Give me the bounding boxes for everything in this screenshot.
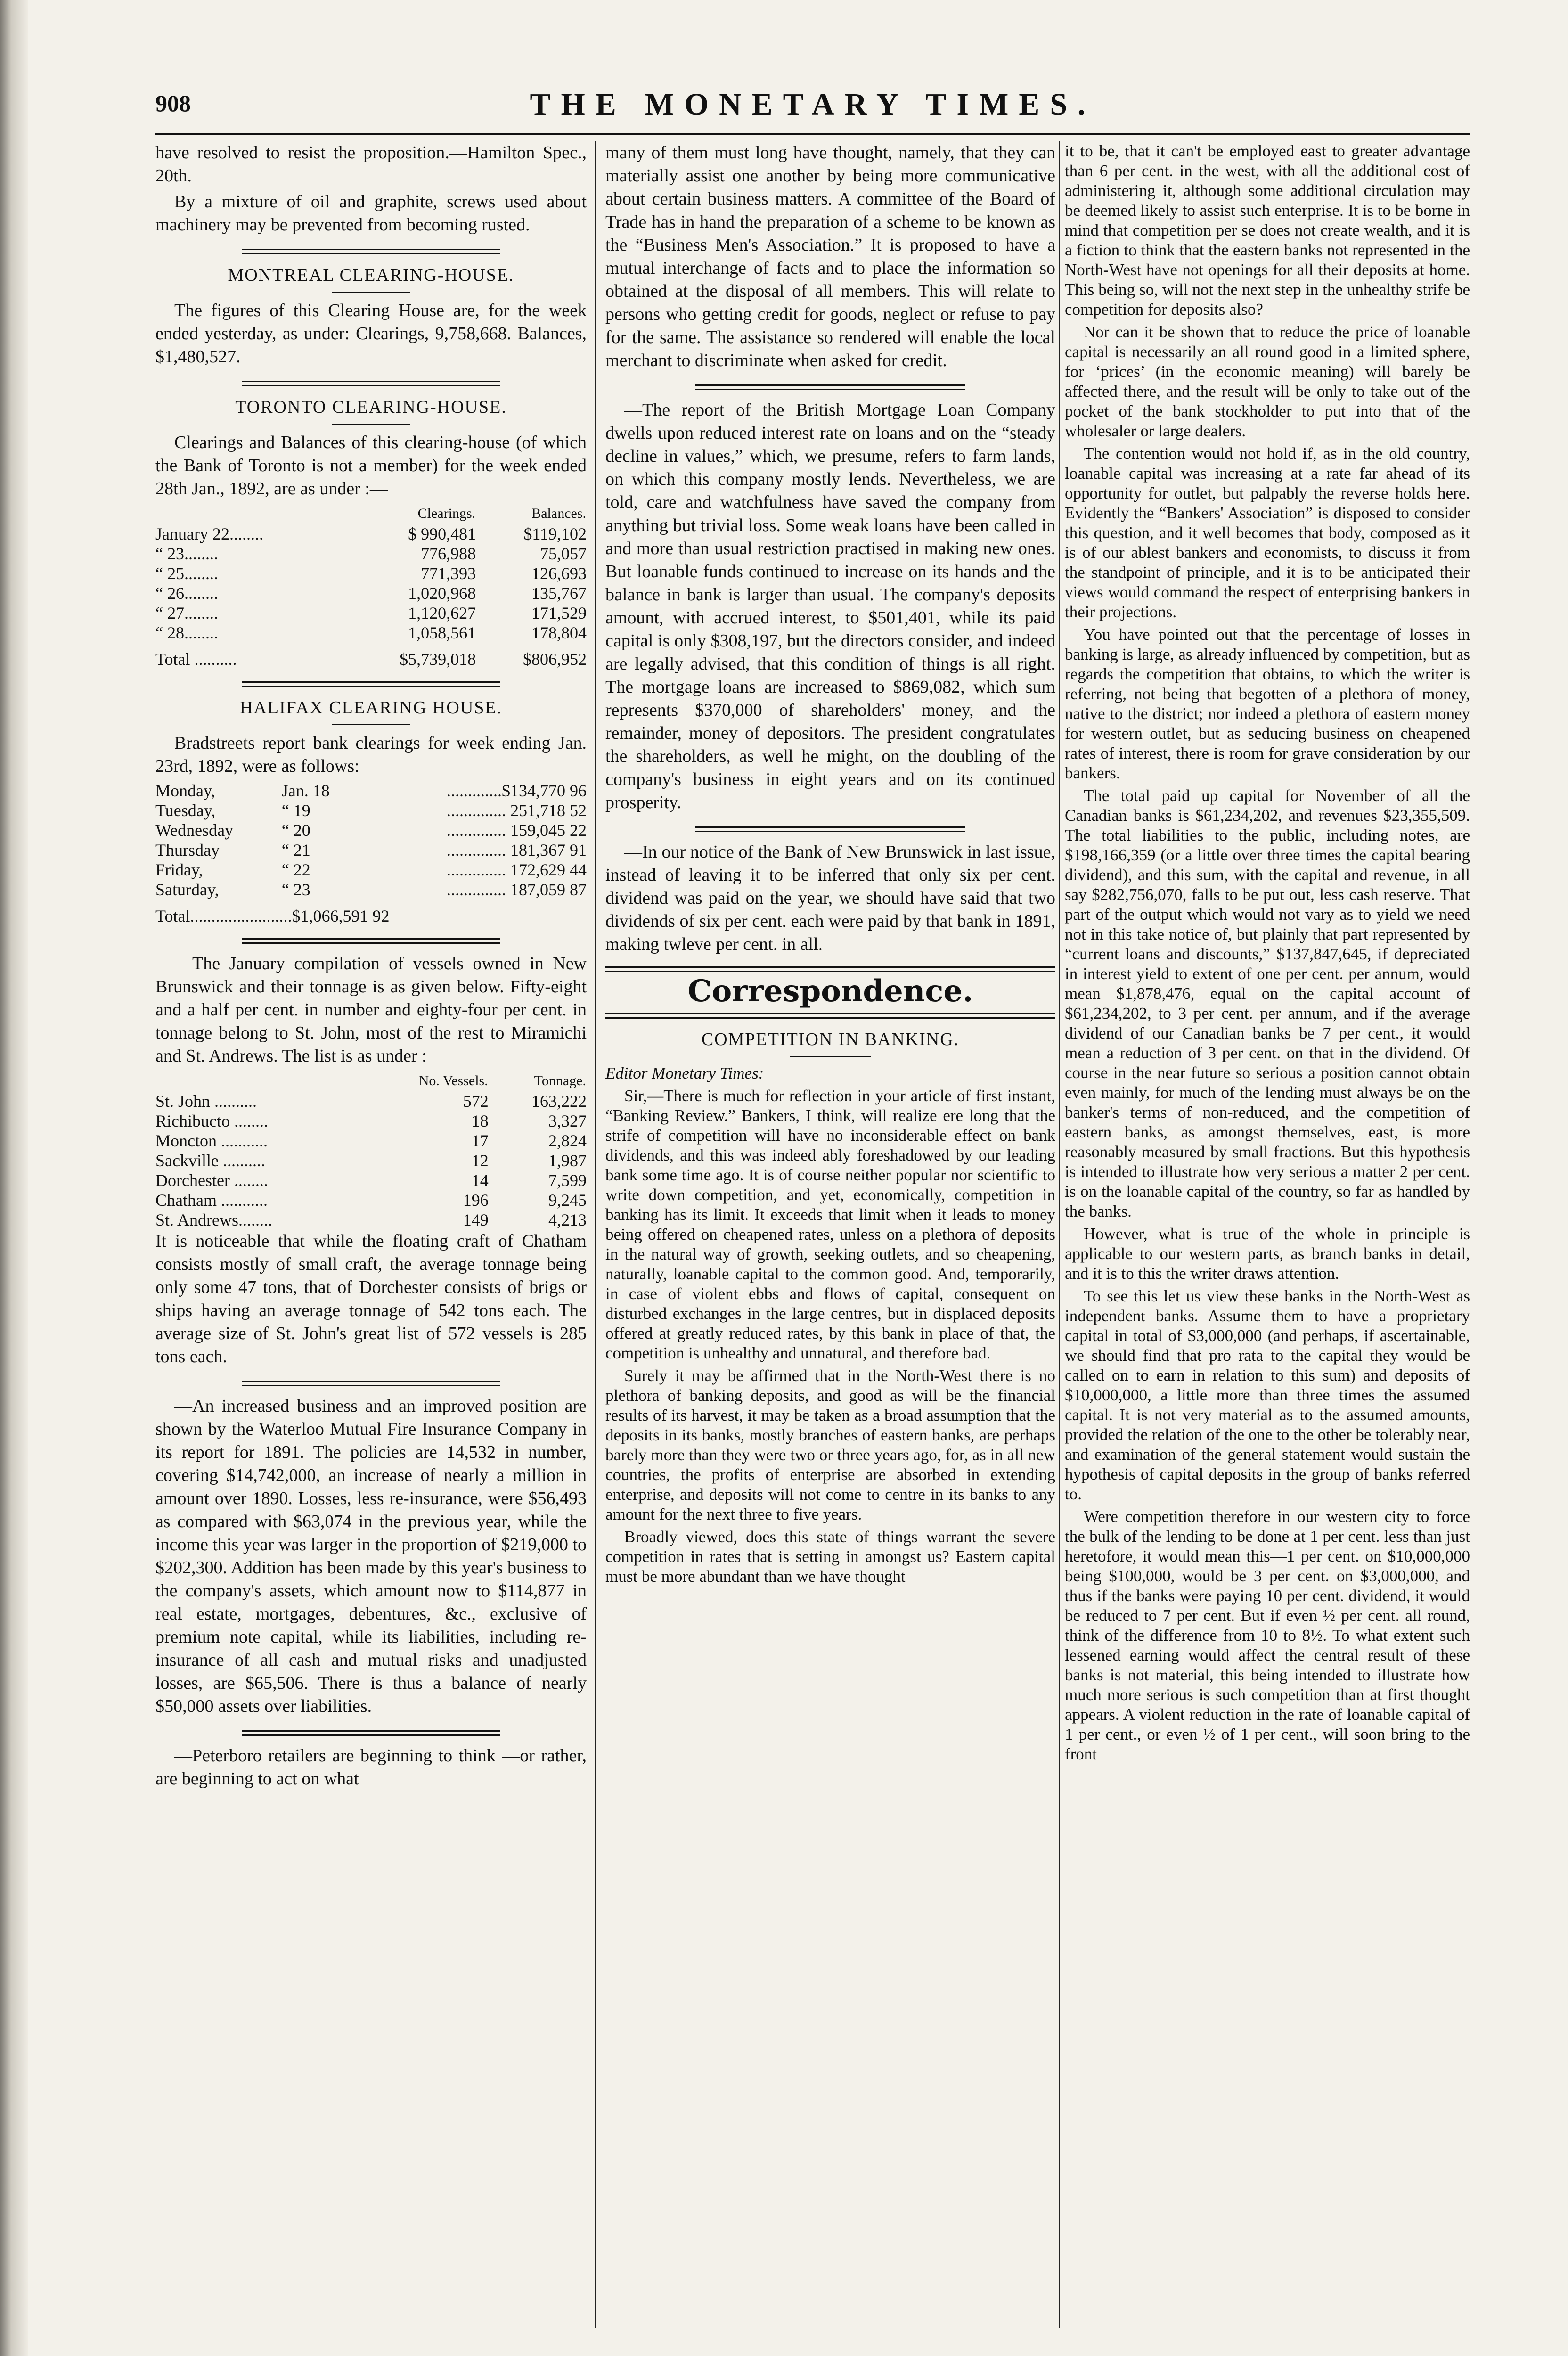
table-row: “ 27........ 1,120,627 171,529 <box>155 604 587 622</box>
paragraph: have resolved to resist the proposition.—Hamilton Spec., 20th. <box>155 143 587 186</box>
section-rule <box>242 1730 500 1736</box>
paragraph: Sir,—There is much for reflection in your article of first instant, “Banking Review.” Bankers, I think, will realize ere long that the strife of competition will have no inconsiderable effect on bank dividends, and this was indeed ably foreshadowed by our leading bank some time ago. It is of course neither popular nor scientific to write down competition, and yet, economically, competition in banking has its limit. It exceeds that limit when it leads to money being offered on cheapened rates, unless on a plethora of deposits in the natural way of growth, seeking outlets, and so cheapening, naturally, loanable capital to the common good. And, temporarily, in case of violent ebbs and flows of capital, consequent on disturbed exchanges in the large centres, but in displaced deposits offered at greatly reduced rates, by this bank in place of that, the competition is unhealthy and unnatural, and therefore bad. <box>605 1087 1055 1362</box>
editor-salutation: Editor Monetary Times: <box>605 1064 764 1082</box>
table-row: Monday, Jan. 18 .............$134,770 96 <box>155 781 587 800</box>
column-1 <box>155 141 587 2328</box>
short-rule <box>332 724 410 725</box>
paragraph: By a mixture of oil and graphite, screws used about machinery may be prevented from becoming rusted. <box>155 192 587 235</box>
table-row: St. Andrews........ 149 4,213 <box>155 1211 587 1229</box>
montreal-heading: MONTREAL CLEARING-HOUSE. <box>228 265 514 285</box>
short-rule <box>790 1056 871 1057</box>
table-row: Dorchester ........ 14 7,599 <box>155 1171 587 1190</box>
section-rule <box>242 249 500 254</box>
table-row: Tuesday, “ 19 .............. 251,718 52 <box>155 801 587 820</box>
paragraph: —An increased business and an improved position are shown by the Waterloo Mutual Fire Insurance Company in its report for 1891. The policies are 14,532 in number, covering $14,742,000, an increase of nearly a million in amount over 1890. Losses, less re-insurance, were $56,493 as compared with $63,074 in the previous year, while the income this year was larger in the proportion of $219,000 to $202,300. Addition has been made by this year's business to the company's assets, which amount now to $114,877 in real estate, mortgages, debentures, &c., exclusive of premium note capital, while its liabilities, including re-insurance of all cash and mutual risks and unadjusted losses, are $65,506. There is thus a balance of nearly $50,000 assets over liabilities. <box>155 1396 587 1716</box>
paragraph: Bradstreets report bank clearings for week ending Jan. 23rd, 1892, were as follows: <box>155 733 587 776</box>
paragraph: —In our notice of the Bank of New Brunswick in last issue, instead of leaving it to be inferred that only six per cent. dividend was paid on the year, we should have said that two dividends of six per cent. each were paid by that bank in 1891, making twleve per cent. in all. <box>605 842 1055 954</box>
paragraph: The figures of this Clearing House are, for the week ended yesterday, as under: Clearings, 9,758,668. Balances, $1,480,527. <box>155 301 587 367</box>
table-row: “ 26........ 1,020,968 135,767 <box>155 584 587 603</box>
table-row: Moncton ........... 17 2,824 <box>155 1131 587 1150</box>
correspondence-heading: Correspondence. <box>687 973 973 1009</box>
vessels-table <box>155 1071 587 1230</box>
paragraph: The total paid up capital for November of all the Canadian banks is $61,234,202, and revenues $23,355,509. The total liabilities to the public, including notes, are $198,166,359 (or a little over three times the capital bearing dividend), and this sum, with the capital and revenue, in all say $282,756,070, falls to be put out, less cash reserve. That part of the output which would not vary as to yield we need not in this take notice of, but plainly that part represented by “current loans and discounts,” $137,847,645, if depreciated in interest yield to extent of one per cent. per annum, would mean $1,878,476, equal on the capital account of $61,234,202, to 3 per cent. per annum, and if the average dividend of our Canadian banks be 7 per cent., it would mean a reduction of 3 per cent. on that in the dividend. Of course in the near future so serious a position cannot obtain even mainly, for much of the lending must always be on the banker's terms of non-reduced, and the competition of eastern banks, as amongst themselves, east, is more reasonably measured by small fractions. But this hypothesis is intended to illustrate how very serious a matter 2 per cent. is on the loanable capital of the country, so far as handled by the banks. <box>1065 786 1470 1220</box>
short-rule <box>332 292 410 293</box>
column-divider-2 <box>1059 141 1060 2328</box>
short-rule <box>332 424 410 425</box>
paragraph: Nor can it be shown that to reduce the price of loanable capital is necessarily an all round good in a limited sphere, for ‘prices’ (in the economic meaning) will barely be affected there, and the result will be only to take out of the pocket of the bank stockholder to put into that of the wholesaler or large dealers. <box>1065 323 1470 440</box>
column-2 <box>605 141 1055 2328</box>
section-rule <box>695 384 965 390</box>
toronto-clearings-table <box>155 503 587 669</box>
paragraph: It is noticeable that while the floating craft of Chatham consists mostly of small craft, the average tonnage being only some 47 tons, that of Dorchester consists of brigs or ships having an average tonnage of 542 tons each. The average size of St. John's great list of 572 vessels is 285 tons each. <box>155 1231 587 1366</box>
table-row: Saturday, “ 23 .............. 187,059 87 <box>155 880 587 899</box>
paragraph: Were competition therefore in our western city to force the bulk of the lending to be done at 1 per cent. less than just heretofore, it would mean this—1 per cent. on $10,000,000 being $100,000, would be 3 per cent. on $3,000,000, and thus if the banks were paying 10 per cent. dividend, it would be reduced to 7 per cent. But if even ½ per cent. all round, think of the difference from 10 to 8½. To what extent such lessened earning would affect the central result of these banks is not material, this being intended to illustrate how much more serious is such competition than at first thought appears. A violent reduction in the rate of loanable capital of 1 per cent., or even ½ of 1 per cent., will soon bring to the front <box>1065 1507 1470 1763</box>
table-row: Friday, “ 22 .............. 172,629 44 <box>155 860 587 879</box>
column-divider-1 <box>595 141 596 2328</box>
table-row: Richibucto ........ 18 3,327 <box>155 1112 587 1130</box>
paragraph: —The January compilation of vessels owned in New Brunswick and their tonnage is as given below. Fifty-eight and a half per cent. in number and eighty-four per cent. in tonnage belong to St. John, most of the rest to Miramichi and St. Andrews. The list is as under : <box>155 954 587 1066</box>
page-binding-shadow <box>0 0 28 2356</box>
newspaper-title: THE MONETARY TIMES. <box>530 87 1096 122</box>
halifax-clearings-table <box>155 781 587 926</box>
table-row: January 22........ $ 990,481 $119,102 <box>155 524 587 543</box>
column-3 <box>1065 141 1470 2328</box>
header-rule <box>155 133 1470 135</box>
toronto-heading: TORONTO CLEARING-HOUSE. <box>235 397 507 417</box>
table-header: No. Vessels. <box>418 1073 488 1088</box>
paragraph: However, what is true of the whole in principle is applicable to our western parts, as branch banks in detail, and it is to this the writer draws attention. <box>1065 1225 1470 1283</box>
competition-heading: COMPETITION IN BANKING. <box>701 1030 960 1049</box>
paragraph: —Peterboro retailers are beginning to think —or rather, are beginning to act on what <box>155 1746 587 1789</box>
paragraph: The contention would not hold if, as in the old country, loanable capital was increasing at a rate far ahead of its opportunity for outlet, but palpably the reverse holds here. Evidently the “Bankers' Association” is disposed to consider this question, and it well becomes that body, composed as it is of our ablest bankers and economists, to discuss it from the standpoint of principle, and it is to be anticipated their views would command the respect of enterprising bankers in their projections. <box>1065 444 1470 621</box>
table-header: Clearings. <box>417 506 476 521</box>
paragraph: Surely it may be affirmed that in the North-West there is no plethora of banking deposits, and good as will be the financial results of its harvest, it may be taken as a broad assumption that the deposits in its banks, mostly branches of eastern banks, are perhaps barely more than they were two or three years ago, for, as in all new countries, the profits of enterprise are absorbed in extending enterprise, and deposits will not come to centre in its banks to any amount for the next three to five years. <box>605 1366 1055 1523</box>
section-rule <box>695 826 965 832</box>
table-header: Balances. <box>531 506 586 521</box>
table-row: Wednesday “ 20 .............. 159,045 22 <box>155 821 587 840</box>
section-rule <box>605 1013 1055 1019</box>
paragraph: many of them must long have thought, namely, that they can materially assist one another by being more communicative about certain business matters. A committee of the Board of Trade has in hand the preparation of a scheme to be known as the “Business Men's Association.” It is proposed to have a mutual interchange of facts and to place the information so obtained at the disposal of all members. This will relate to persons who getting credit for goods, neglect or refuse to pay for the same. The assistance so rendered will enable the local merchant to discriminate when asked for credit. <box>605 143 1055 370</box>
table-row: Sackville .......... 12 1,987 <box>155 1151 587 1170</box>
table-total-row: Total .......... $5,739,018 $806,952 <box>155 650 587 669</box>
paragraph: You have pointed out that the percentage of losses in banking is large, as already influenced by competition, but as regards the competition that obtains, to which the writer is referring, not being that begotten of a plethora of money, native to the district; nor indeed a plethora of eastern money for western outlet, but as seducing business on cheapened rates of interest, there is room for grave consideration by our bankers. <box>1065 625 1470 782</box>
section-rule <box>242 1381 500 1386</box>
paragraph: —The report of the British Mortgage Loan Company dwells upon reduced interest rate on loans and on the “steady decline in values,” which, we presume, refers to farm lands, on which this company mostly lends. Nevertheless, we are told, care and watchfulness have saved the company from anything but trivial loss. Some weak loans have been called in and more than usual restriction practised in making new ones. But loanable funds continued to increase on its hands and the balance in bank is larger than usual. The company's deposits amount, with accrued interest, to $501,401, while its paid capital is only $308,197, but the directors consider, and indeed are legally advised, that this condition of things is all right. The mortgage loans are increased to $869,082, which sum represents $370,000 of shareholders' money, and the remainder, money of depositors. The president congratulates the shareholders, as well he might, on the doubling of the company's business in eight years and on its continued prosperity. <box>605 400 1055 812</box>
page-header <box>155 87 1470 127</box>
paragraph: it to be, that it can't be employed east to greater advantage than 6 per cent. in the west, with all the additional cost of administering it, although some additional circulation may be deemed likely to assist such enterprise. It is to be borne in mind that competition per se does not create wealth, and it is a fiction to think that the eastern banks not represented in the North-West have not openings for all their deposits at home. This being so, will not the next step in the unhealthy strife be competition for deposits also? <box>1065 142 1470 319</box>
table-row: “ 23........ 776,988 75,057 <box>155 544 587 563</box>
table-row: Chatham ........... 196 9,245 <box>155 1191 587 1210</box>
table-row: St. John .......... 572 163,222 <box>155 1092 587 1111</box>
paragraph: Clearings and Balances of this clearing-house (of which the Bank of Toronto is not a member) for the week ended 28th Jan., 1892, are as under :— <box>155 433 587 499</box>
section-rule <box>242 381 500 386</box>
section-rule <box>605 966 1055 972</box>
halifax-heading: HALIFAX CLEARING HOUSE. <box>239 698 503 718</box>
page-number: 908 <box>155 90 191 116</box>
table-row: Thursday “ 21 .............. 181,367 91 <box>155 841 587 859</box>
paragraph: To see this let us view these banks in the North-West as independent banks. Assume them to have a proprietary capital in total of $3,000,000 (and perhaps, if ascertainable, we should find that pro rata to the capital they would be called on to earn in relation to this sum) and deposits of $10,000,000, a little more than three times the assumed capital. It is not very material as to the assumed amounts, provided the relation of the one to the other be tolerably near, and examination of the general statement would sustain the hypothesis of capital deposits in the group of banks referred to. <box>1065 1287 1470 1503</box>
table-header: Tonnage. <box>534 1073 586 1088</box>
paragraph: Broadly viewed, does this state of things warrant the severe competition in rates that is setting in amongst us? Eastern capital must be more abundant than we have thought <box>605 1528 1055 1586</box>
table-row: “ 28........ 1,058,561 178,804 <box>155 623 587 642</box>
section-rule <box>242 681 500 687</box>
table-total-row: Total........................$1,066,591 92 <box>155 907 390 925</box>
table-row: “ 25........ 771,393 126,693 <box>155 564 587 583</box>
section-rule <box>242 938 500 944</box>
